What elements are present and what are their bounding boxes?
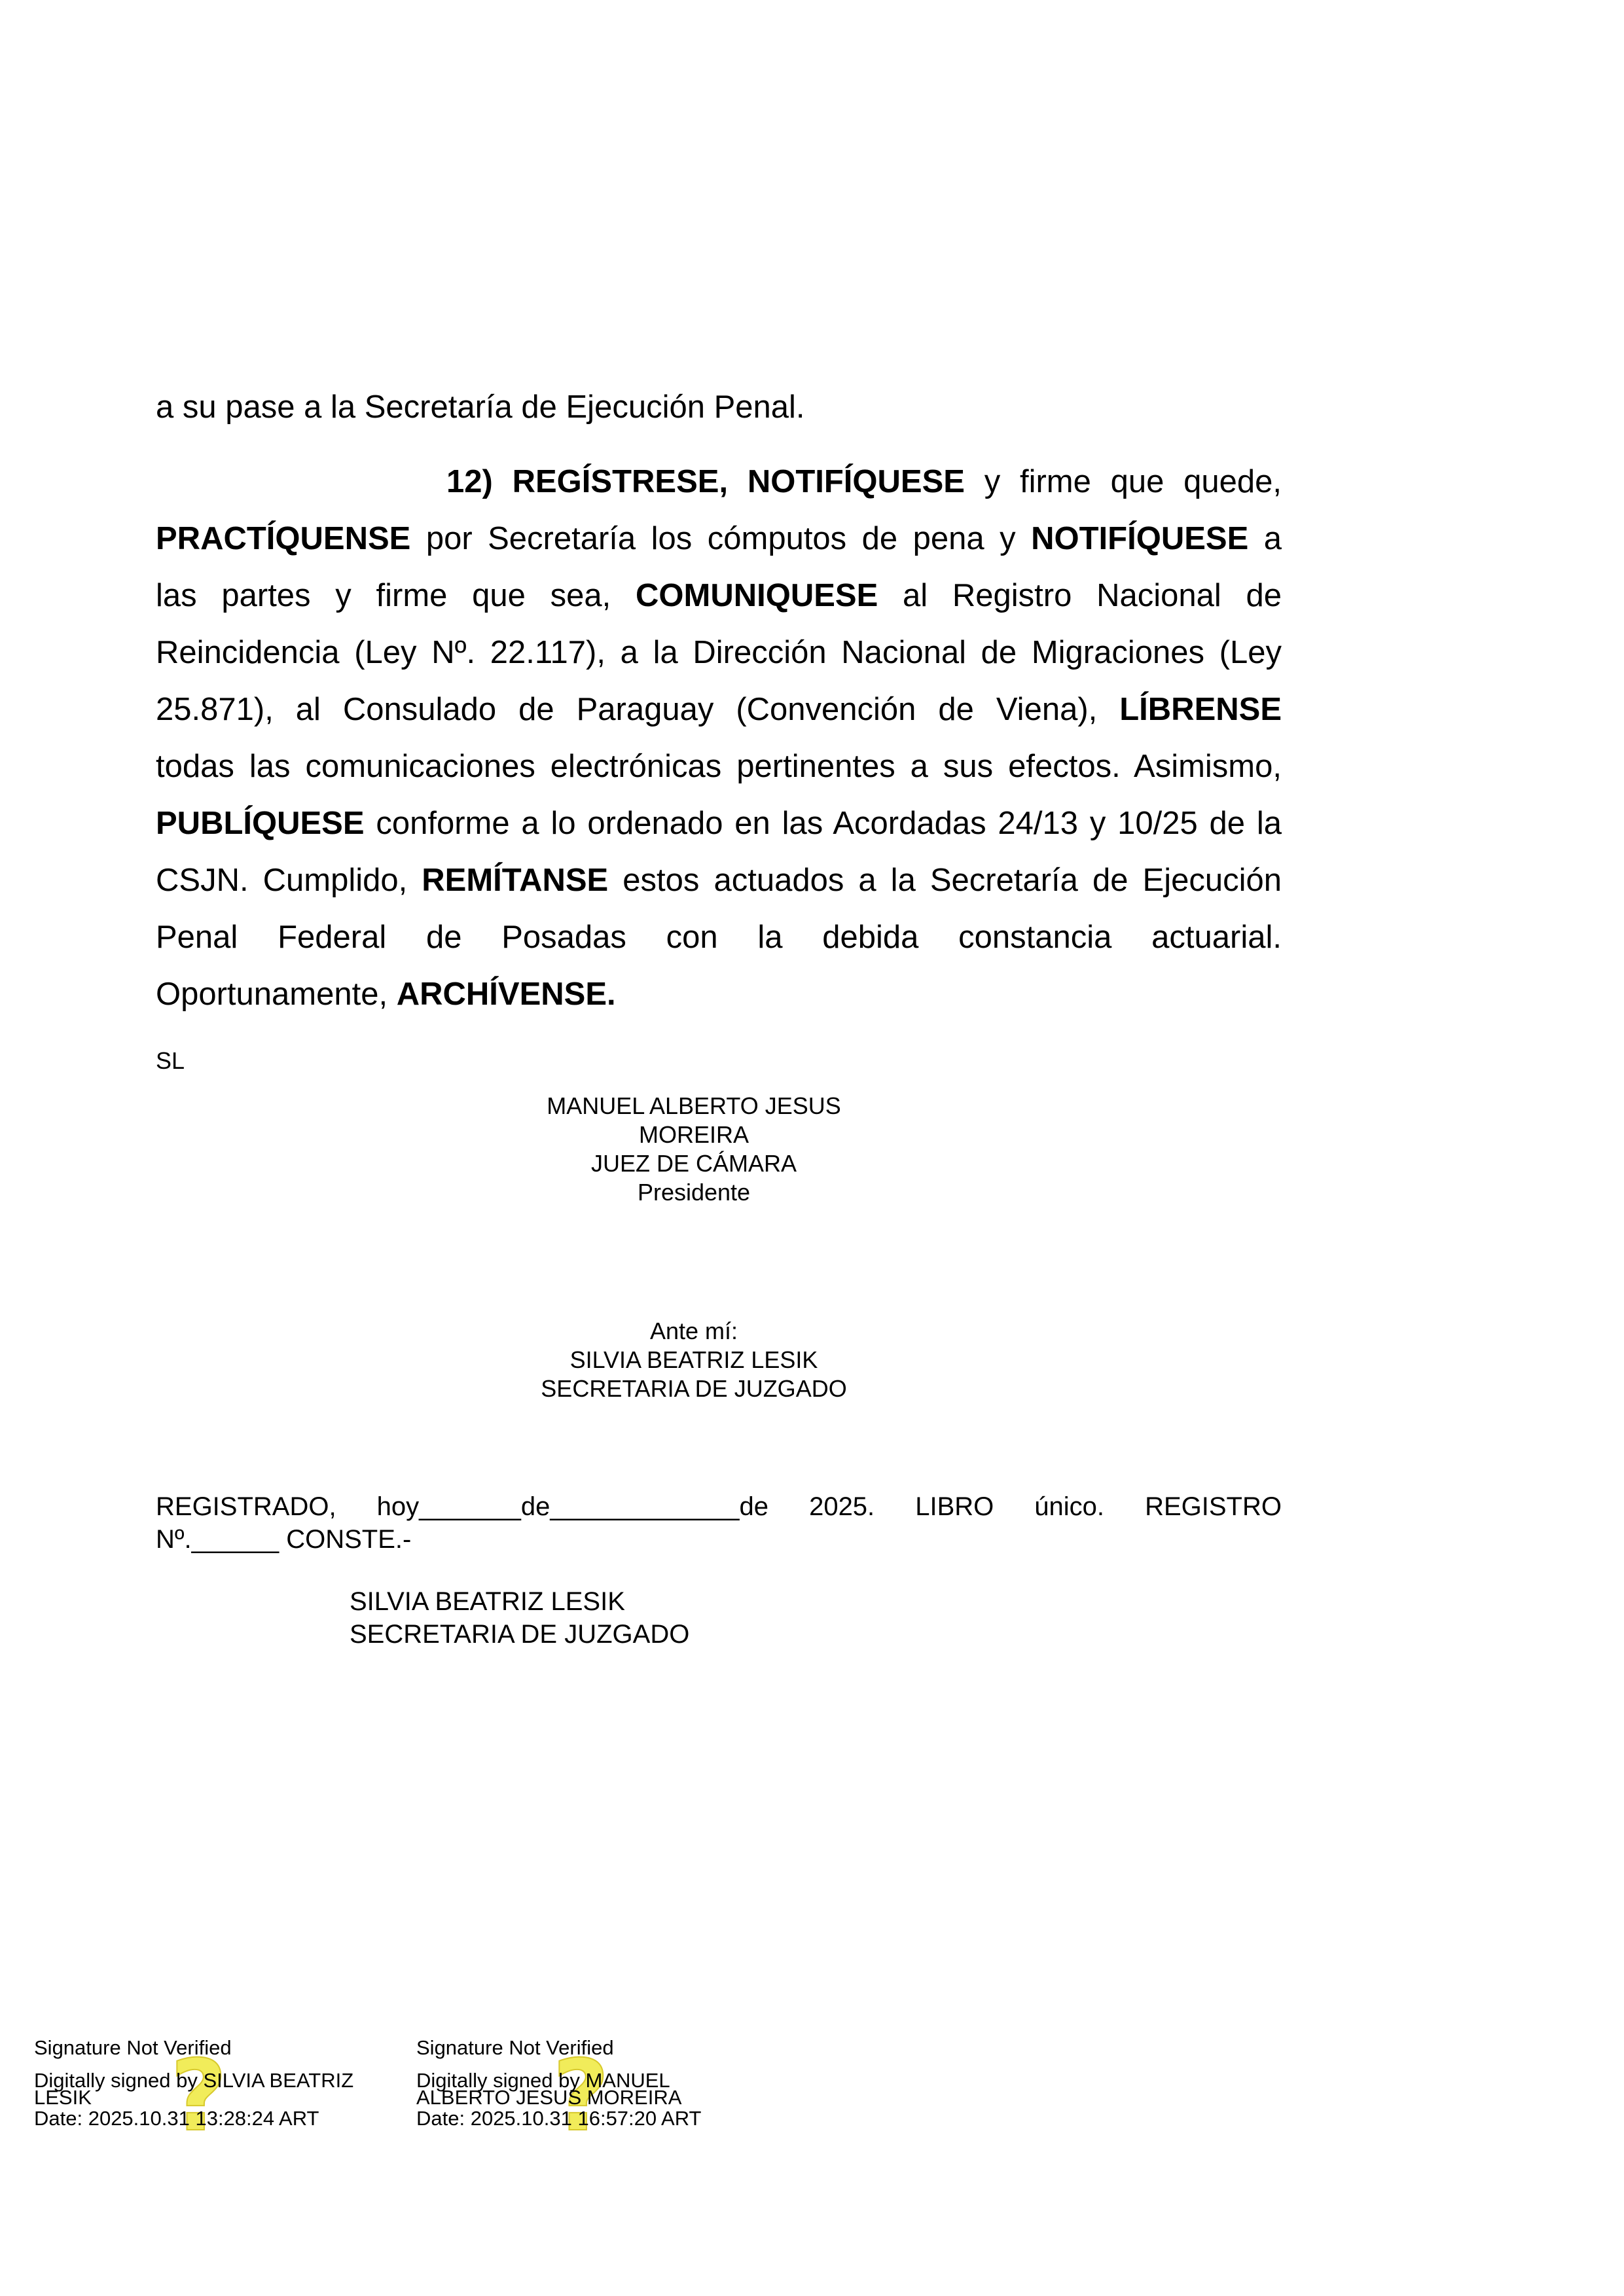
digital-signature-1 — [34, 2036, 354, 2153]
judge-name-line-2: MOREIRA — [638, 1121, 749, 1148]
resolution-line-7: PUBLÍQUESE conforme a lo ordenado en las Acordadas 24/13 y 10/25 de la — [156, 806, 1282, 841]
signature-signed-by-cont: ALBERTO JESUS MOREIRA — [416, 2086, 682, 2109]
signature-date: Date: 2025.10.31 13:28:24 ART — [34, 2107, 319, 2130]
resolution-line-2: PRACTÍQUENSE por Secretaría los cómputos de pena y NOTIFÍQUESE a — [156, 521, 1282, 556]
signature-signed-by: Digitally signed by SILVIA BEATRIZ — [34, 2069, 354, 2092]
resolution-line-4: Reincidencia (Ley Nº. 22.117), a la Dirección Nacional de Migraciones (Ley — [156, 635, 1282, 670]
signature-signed-by: Digitally signed by MANUEL — [416, 2069, 670, 2092]
resolution-line-8: CSJN. Cumplido, REMÍTANSE estos actuados a la Secretaría de Ejecución — [156, 863, 1282, 898]
resolution-line-10: Oportunamente, ARCHÍVENSE. — [156, 977, 616, 1012]
judge-signature-block — [497, 1092, 890, 1207]
registro-line-2: Nº.______ CONSTE.- — [156, 1525, 412, 1554]
resolution-line-3: las partes y firme que sea, COMUNIQUESE al Registro Nacional de — [156, 578, 1282, 613]
digital-signature-2 — [416, 2036, 702, 2153]
ante-mi-label: Ante mí: — [649, 1318, 738, 1344]
resolution-line-9: Penal Federal de Posadas con la debida constancia actuarial. — [156, 920, 1282, 955]
registro-line-1: REGISTRADO, hoy_______de_____________de 2025. LIBRO único. REGISTRO — [156, 1492, 1282, 1521]
signature-signed-by-cont: LESIK — [34, 2086, 92, 2109]
secretary-title: SECRETARIA DE JUZGADO — [541, 1375, 847, 1402]
paragraph-text: a su pase a la Secretaría de Ejecución Penal. — [156, 389, 805, 425]
secretary-signature-block — [497, 1317, 890, 1403]
registro-signature-block — [350, 1585, 689, 1651]
signature-status: Signature Not Verified — [34, 2036, 232, 2059]
resolution-line-5: 25.871), al Consulado de Paraguay (Convención de Viena), LÍBRENSE — [156, 692, 1282, 727]
judge-name-line-1: MANUEL ALBERTO JESUS — [547, 1092, 841, 1119]
judge-title: JUEZ DE CÁMARA — [590, 1150, 797, 1177]
judge-role: Presidente — [637, 1179, 751, 1206]
signature-date: Date: 2025.10.31 16:57:20 ART — [416, 2107, 702, 2130]
resolution-line-1: 12) REGÍSTRESE, NOTIFÍQUESE y firme que quede, — [446, 464, 1282, 499]
secretary-name: SILVIA BEATRIZ LESIK — [569, 1346, 818, 1373]
question-mark-icon: ? — [170, 2039, 228, 2153]
registro-secretary-name: SILVIA BEATRIZ LESIK — [350, 1587, 625, 1616]
resolution-line-6: todas las comunicaciones electrónicas pertinentes a sus efectos. Asimismo, — [156, 749, 1282, 784]
registro-secretary-title: SECRETARIA DE JUZGADO — [350, 1620, 690, 1649]
question-mark-icon: ? — [552, 2039, 610, 2153]
signature-status: Signature Not Verified — [416, 2036, 614, 2059]
paragraph-intro — [156, 389, 1282, 425]
typist-initials: SL — [156, 1047, 185, 1074]
